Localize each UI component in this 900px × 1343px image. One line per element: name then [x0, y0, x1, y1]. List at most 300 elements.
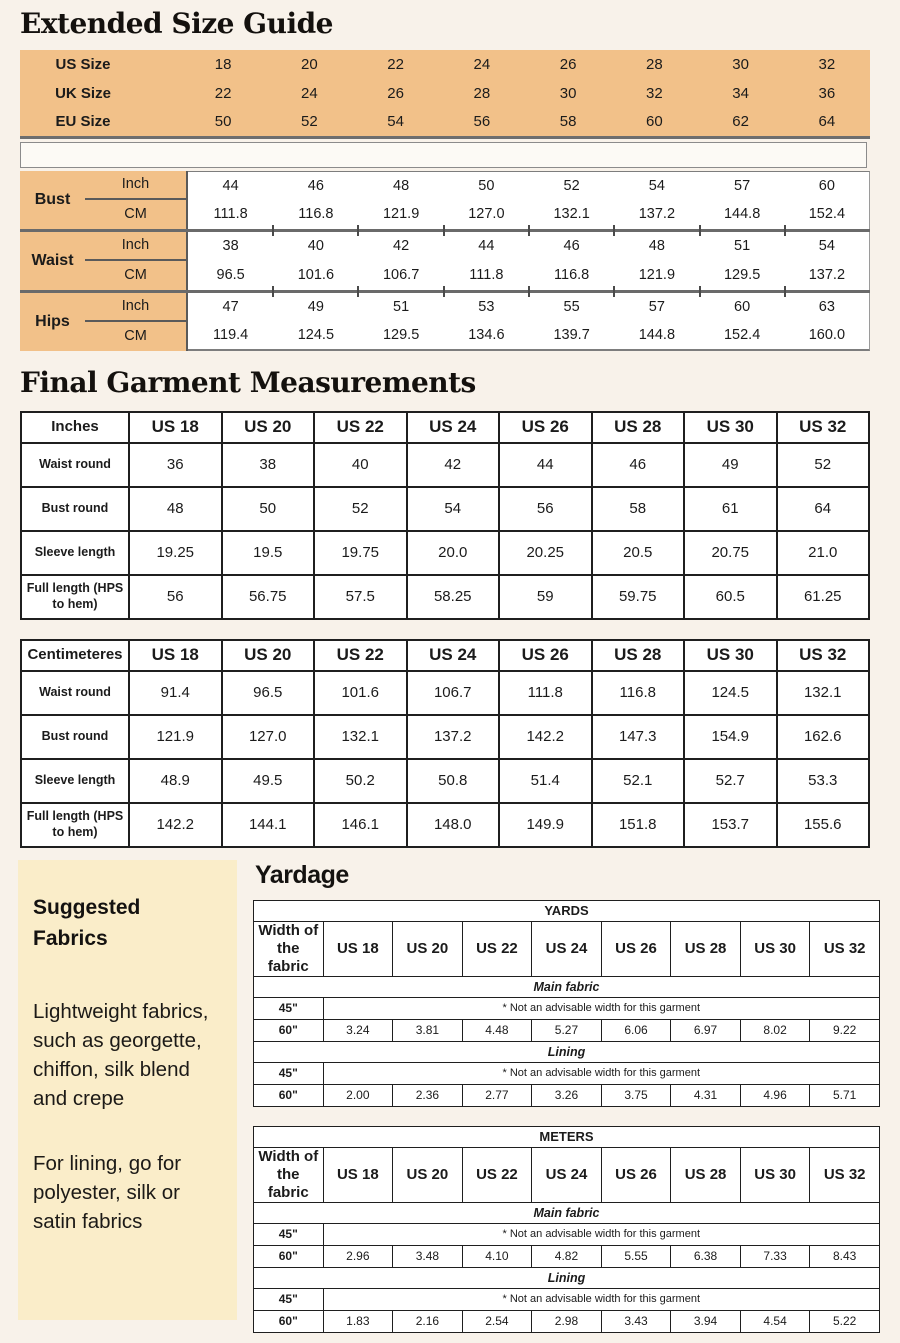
size-cell: 54	[387, 113, 404, 131]
inch-value-cell: 54	[785, 232, 870, 261]
width-45-row	[254, 1288, 880, 1310]
size-header: US 24	[532, 921, 602, 976]
section-label: Lining	[254, 1041, 880, 1062]
inch-value-cell: 47	[188, 293, 273, 322]
value-cell: 20.5	[592, 531, 685, 575]
divider-tick	[613, 225, 615, 236]
size-cell: 60	[646, 113, 663, 131]
row-label: Bust round	[21, 487, 129, 531]
inch-value-cell: 51	[700, 232, 785, 261]
waist-group	[20, 232, 870, 290]
value-cell: 52	[314, 487, 407, 531]
table-row	[21, 803, 869, 847]
inch-value-cell: 52	[529, 171, 614, 200]
size-row-uk	[20, 79, 870, 108]
yardage-cell: 3.81	[393, 1019, 463, 1041]
table-row	[21, 443, 869, 487]
size-header: US 30	[684, 412, 777, 443]
value-cell: 20.75	[684, 531, 777, 575]
size-header: US 30	[740, 1147, 810, 1202]
value-cell: 50	[222, 487, 315, 531]
inch-value-cell: 60	[785, 171, 870, 200]
size-cell: 36	[818, 85, 836, 102]
table-row	[21, 715, 869, 759]
size-row-us	[20, 50, 870, 79]
unit-label-inch: Inch	[85, 293, 188, 322]
size-header: US 30	[684, 640, 777, 671]
size-cell: 26	[387, 85, 404, 102]
inch-value-cell: 63	[785, 293, 870, 322]
cm-value-cell: 116.8	[529, 261, 614, 290]
hips-group	[20, 293, 870, 351]
unit-label-cm: CM	[85, 200, 188, 229]
width-label: Width of the fabric	[254, 1147, 324, 1202]
value-cell: 58.25	[407, 575, 500, 619]
table-row	[21, 575, 869, 619]
divider-tick	[443, 225, 445, 236]
width-value: 45"	[254, 1223, 324, 1245]
value-cell: 151.8	[592, 803, 685, 847]
yardage-cell: 2.00	[323, 1084, 393, 1106]
width-45-row	[254, 1062, 880, 1084]
width-60-row	[254, 1084, 880, 1106]
not-advisable-note: * Not an advisable width for this garment	[323, 1062, 879, 1084]
size-cell: 22	[214, 85, 232, 102]
cm-value-cell: 144.8	[614, 322, 699, 351]
value-cell: 52.7	[684, 759, 777, 803]
page-title: Extended Size Guide	[20, 7, 333, 40]
yardage-cell: 9.22	[810, 1019, 880, 1041]
value-cell: 50.8	[407, 759, 500, 803]
size-cell: 64	[818, 113, 836, 131]
width-60-row	[254, 1019, 880, 1041]
divider-tick	[784, 225, 786, 236]
size-cell: 62	[732, 113, 749, 131]
width-value: 60"	[254, 1245, 324, 1267]
value-cell: 42	[407, 443, 500, 487]
value-cell: 50.2	[314, 759, 407, 803]
value-cell: 49	[684, 443, 777, 487]
width-value: 45"	[254, 1062, 324, 1084]
value-cell: 56	[499, 487, 592, 531]
divider-tick	[272, 225, 274, 236]
size-cell: 34	[732, 85, 749, 102]
value-cell: 49.5	[222, 759, 315, 803]
group-label: Hips	[20, 293, 85, 351]
value-cell: 19.25	[129, 531, 222, 575]
not-advisable-note: * Not an advisable width for this garment	[323, 997, 879, 1019]
row-label: UK Size	[55, 85, 111, 102]
value-cell: 61.25	[777, 575, 870, 619]
value-cell: 20.0	[407, 531, 500, 575]
size-header: US 22	[314, 640, 407, 671]
garment-section-title: Final Garment Measurements	[20, 365, 476, 399]
cm-value-cell: 121.9	[614, 261, 699, 290]
value-cell: 162.6	[777, 715, 870, 759]
row-label: Sleeve length	[21, 531, 129, 575]
unit-header-row	[254, 900, 880, 921]
empty-spacer-row	[20, 142, 867, 168]
yardage-cell: 6.06	[601, 1019, 671, 1041]
divider-tick	[357, 286, 359, 297]
value-cell: 20.25	[499, 531, 592, 575]
suggested-fabrics-panel	[18, 860, 237, 1320]
cm-value-cell: 132.1	[529, 200, 614, 229]
cm-value-cell: 119.4	[188, 322, 273, 351]
group-label: Waist	[20, 232, 85, 290]
value-cell: 56.75	[222, 575, 315, 619]
size-header: US 30	[740, 921, 810, 976]
value-cell: 149.9	[499, 803, 592, 847]
width-value: 60"	[254, 1019, 324, 1041]
group-divider	[20, 290, 870, 293]
inch-value-cell: 55	[529, 293, 614, 322]
inch-value-cell: 53	[444, 293, 529, 322]
yardage-cell: 6.38	[671, 1245, 741, 1267]
unit-header: METERS	[254, 1126, 880, 1147]
yardage-cell: 4.82	[532, 1245, 602, 1267]
value-cell: 137.2	[407, 715, 500, 759]
cm-value-cell: 139.7	[529, 322, 614, 351]
value-cell: 52.1	[592, 759, 685, 803]
section-row	[254, 1267, 880, 1288]
table-row	[21, 531, 869, 575]
size-header: US 28	[592, 412, 685, 443]
size-header-row	[254, 1147, 880, 1202]
value-cell: 154.9	[684, 715, 777, 759]
unit-header: YARDS	[254, 900, 880, 921]
inch-value-cell: 44	[188, 171, 273, 200]
divider-tick	[613, 286, 615, 297]
cm-value-cell: 134.6	[444, 322, 529, 351]
unit-header-row	[254, 1126, 880, 1147]
yardage-table-meters	[253, 1126, 880, 1333]
yardage-cell: 5.27	[532, 1019, 602, 1041]
yardage-cell: 4.10	[462, 1245, 532, 1267]
inch-value-cell: 48	[614, 232, 699, 261]
value-cell: 142.2	[129, 803, 222, 847]
value-cell: 51.4	[499, 759, 592, 803]
inch-value-cell: 49	[273, 293, 358, 322]
bust-group	[20, 171, 870, 229]
divider-tick	[443, 286, 445, 297]
inch-value-cell: 51	[359, 293, 444, 322]
size-header: US 26	[499, 640, 592, 671]
yardage-cell: 1.83	[323, 1310, 393, 1332]
size-cell: 30	[559, 85, 577, 102]
yardage-table-yards	[253, 900, 880, 1107]
size-header: US 28	[671, 1147, 741, 1202]
row-label: Sleeve length	[21, 759, 129, 803]
yardage-cell: 6.97	[671, 1019, 741, 1041]
size-header: US 26	[601, 921, 671, 976]
yardage-title: Yardage	[255, 860, 349, 889]
value-cell: 91.4	[129, 671, 222, 715]
section-label: Lining	[254, 1267, 880, 1288]
yardage-cell: 8.02	[740, 1019, 810, 1041]
value-cell: 48.9	[129, 759, 222, 803]
yardage-cell: 8.43	[810, 1245, 880, 1267]
row-label: EU Size	[55, 113, 111, 131]
size-header: US 22	[462, 921, 532, 976]
size-header: US 20	[222, 640, 315, 671]
cm-value-cell: 152.4	[785, 200, 870, 229]
row-label: Waist round	[21, 671, 129, 715]
cm-value-cell: 127.0	[444, 200, 529, 229]
inch-value-cell: 46	[529, 232, 614, 261]
value-cell: 111.8	[499, 671, 592, 715]
value-cell: 19.5	[222, 531, 315, 575]
size-row-eu	[20, 108, 870, 137]
cm-value-cell: 106.7	[359, 261, 444, 290]
inch-value-cell: 42	[359, 232, 444, 261]
cm-value-cell: 116.8	[273, 200, 358, 229]
garment-table-centimeters	[20, 639, 870, 848]
cm-value-cell: 137.2	[785, 261, 870, 290]
width-value: 60"	[254, 1310, 324, 1332]
cm-value-cell: 124.5	[273, 322, 358, 351]
cm-value-cell: 129.5	[700, 261, 785, 290]
section-row	[254, 1041, 880, 1062]
yardage-cell: 4.96	[740, 1084, 810, 1106]
size-header: US 28	[671, 921, 741, 976]
inch-value-cell: 50	[444, 171, 529, 200]
size-header: US 32	[810, 921, 880, 976]
value-cell: 144.1	[222, 803, 315, 847]
section-row	[254, 976, 880, 997]
inch-value-cell: 57	[700, 171, 785, 200]
size-header: US 22	[462, 1147, 532, 1202]
unit-label-inch: Inch	[85, 232, 188, 261]
size-header-row	[254, 921, 880, 976]
size-header: US 18	[129, 640, 222, 671]
inch-value-cell: 48	[359, 171, 444, 200]
cm-value-cell: 160.0	[785, 322, 870, 351]
value-cell: 36	[129, 443, 222, 487]
yardage-cell: 3.26	[532, 1084, 602, 1106]
value-cell: 148.0	[407, 803, 500, 847]
size-header: US 18	[323, 921, 393, 976]
size-header: US 18	[129, 412, 222, 443]
not-advisable-note: * Not an advisable width for this garment	[323, 1288, 879, 1310]
value-cell: 132.1	[777, 671, 870, 715]
size-cell: 30	[732, 56, 749, 73]
header-row	[21, 640, 869, 671]
cm-value-cell: 121.9	[359, 200, 444, 229]
cm-value-cell: 96.5	[188, 261, 273, 290]
yardage-cell: 4.54	[740, 1310, 810, 1332]
width-value: 45"	[254, 1288, 324, 1310]
width-45-row	[254, 997, 880, 1019]
inch-value-cell: 46	[273, 171, 358, 200]
garment-table-inches	[20, 411, 870, 620]
cm-value-cell: 129.5	[359, 322, 444, 351]
value-cell: 48	[129, 487, 222, 531]
value-cell: 153.7	[684, 803, 777, 847]
header-row	[21, 412, 869, 443]
yardage-cell: 2.96	[323, 1245, 393, 1267]
row-label: Full length (HPS to hem)	[21, 575, 129, 619]
yardage-cell: 3.43	[601, 1310, 671, 1332]
size-header: US 20	[393, 921, 463, 976]
divider-tick	[357, 225, 359, 236]
yardage-cell: 4.31	[671, 1084, 741, 1106]
unit-header: Inches	[21, 412, 129, 443]
value-cell: 147.3	[592, 715, 685, 759]
divider-tick	[699, 286, 701, 297]
width-value: 60"	[254, 1084, 324, 1106]
size-cell: 28	[646, 56, 663, 73]
size-header: US 28	[592, 640, 685, 671]
value-cell: 121.9	[129, 715, 222, 759]
size-conversion-table	[20, 50, 870, 139]
value-cell: 155.6	[777, 803, 870, 847]
width-60-row	[254, 1310, 880, 1332]
yardage-cell: 5.71	[810, 1084, 880, 1106]
value-cell: 61	[684, 487, 777, 531]
size-cell: 58	[559, 113, 577, 131]
value-cell: 59.75	[592, 575, 685, 619]
cm-value-cell: 111.8	[188, 200, 273, 229]
value-cell: 57.5	[314, 575, 407, 619]
value-cell: 124.5	[684, 671, 777, 715]
yardage-cell: 3.24	[323, 1019, 393, 1041]
unit-label-cm: CM	[85, 322, 188, 351]
size-cell: 32	[646, 85, 663, 102]
yardage-cell: 3.94	[671, 1310, 741, 1332]
size-cell: 32	[818, 56, 836, 73]
value-cell: 96.5	[222, 671, 315, 715]
inch-value-cell: 57	[614, 293, 699, 322]
value-cell: 56	[129, 575, 222, 619]
value-cell: 59	[499, 575, 592, 619]
width-value: 45"	[254, 997, 324, 1019]
value-cell: 106.7	[407, 671, 500, 715]
yardage-cell: 2.54	[462, 1310, 532, 1332]
value-cell: 116.8	[592, 671, 685, 715]
size-header: US 24	[407, 412, 500, 443]
section-label: Main fabric	[254, 1202, 880, 1223]
size-cell: 18	[214, 56, 232, 73]
size-header: US 18	[323, 1147, 393, 1202]
fabrics-paragraph: For lining, go for polyester, silk or satin fabrics	[33, 1151, 182, 1234]
cm-value-cell: 144.8	[700, 200, 785, 229]
row-label: Full length (HPS to hem)	[21, 803, 129, 847]
size-header: US 22	[314, 412, 407, 443]
yardage-cell: 4.48	[462, 1019, 532, 1041]
value-cell: 46	[592, 443, 685, 487]
value-cell: 53.3	[777, 759, 870, 803]
width-45-row	[254, 1223, 880, 1245]
size-cell: 28	[473, 85, 491, 102]
size-cell: 50	[214, 113, 232, 131]
inch-value-cell: 54	[614, 171, 699, 200]
size-header: US 32	[777, 640, 870, 671]
size-header: US 20	[393, 1147, 463, 1202]
size-cell: 20	[301, 56, 318, 73]
cm-value-cell: 152.4	[700, 322, 785, 351]
value-cell: 127.0	[222, 715, 315, 759]
yardage-cell: 7.33	[740, 1245, 810, 1267]
value-cell: 101.6	[314, 671, 407, 715]
size-cell: 24	[301, 85, 318, 102]
body-measurements-table	[20, 171, 870, 351]
yardage-cell: 2.16	[393, 1310, 463, 1332]
inch-value-cell: 60	[700, 293, 785, 322]
value-cell: 60.5	[684, 575, 777, 619]
inch-value-cell: 40	[273, 232, 358, 261]
size-header: US 20	[222, 412, 315, 443]
not-advisable-note: * Not an advisable width for this garment	[323, 1223, 879, 1245]
value-cell: 52	[777, 443, 870, 487]
divider-tick	[784, 286, 786, 297]
cm-value-cell: 101.6	[273, 261, 358, 290]
row-label: US Size	[55, 56, 111, 73]
width-60-row	[254, 1245, 880, 1267]
table-row	[21, 759, 869, 803]
size-cell: 22	[387, 56, 404, 73]
unit-label-inch: Inch	[85, 171, 188, 200]
divider-tick	[272, 286, 274, 297]
yardage-cell: 2.77	[462, 1084, 532, 1106]
inch-value-cell: 38	[188, 232, 273, 261]
yardage-cell: 5.55	[601, 1245, 671, 1267]
divider-tick	[528, 225, 530, 236]
fabrics-paragraph: Lightweight fabrics, such as georgette, chiffon, silk blend and crepe	[33, 999, 209, 1110]
width-label: Width of the fabric	[254, 921, 324, 976]
yardage-cell: 2.36	[393, 1084, 463, 1106]
yardage-column	[253, 860, 880, 1333]
size-header: US 24	[532, 1147, 602, 1202]
group-label: Bust	[20, 171, 85, 229]
bottom-section	[0, 860, 900, 1333]
section-row	[254, 1202, 880, 1223]
yardage-cell: 3.75	[601, 1084, 671, 1106]
value-cell: 142.2	[499, 715, 592, 759]
cm-value-cell: 111.8	[444, 261, 529, 290]
row-label: Bust round	[21, 715, 129, 759]
yardage-cell: 2.98	[532, 1310, 602, 1332]
value-cell: 19.75	[314, 531, 407, 575]
size-header: US 24	[407, 640, 500, 671]
value-cell: 146.1	[314, 803, 407, 847]
size-header: US 26	[601, 1147, 671, 1202]
unit-header: Centimeteres	[21, 640, 129, 671]
cm-value-cell: 137.2	[614, 200, 699, 229]
size-cell: 52	[301, 113, 318, 131]
size-cell: 24	[473, 56, 491, 73]
yardage-cell: 3.48	[393, 1245, 463, 1267]
size-header: US 32	[810, 1147, 880, 1202]
size-cell: 56	[473, 113, 491, 131]
size-cell: 26	[559, 56, 577, 73]
yardage-cell: 5.22	[810, 1310, 880, 1332]
size-header: US 32	[777, 412, 870, 443]
fabrics-title: Suggested Fabrics	[33, 895, 141, 950]
inch-value-cell: 44	[444, 232, 529, 261]
value-cell: 58	[592, 487, 685, 531]
unit-label-cm: CM	[85, 261, 188, 290]
divider-tick	[528, 286, 530, 297]
section-label: Main fabric	[254, 976, 880, 997]
value-cell: 44	[499, 443, 592, 487]
divider-tick	[699, 225, 701, 236]
table-row	[21, 487, 869, 531]
value-cell: 64	[777, 487, 870, 531]
value-cell: 132.1	[314, 715, 407, 759]
group-divider	[20, 229, 870, 232]
value-cell: 38	[222, 443, 315, 487]
